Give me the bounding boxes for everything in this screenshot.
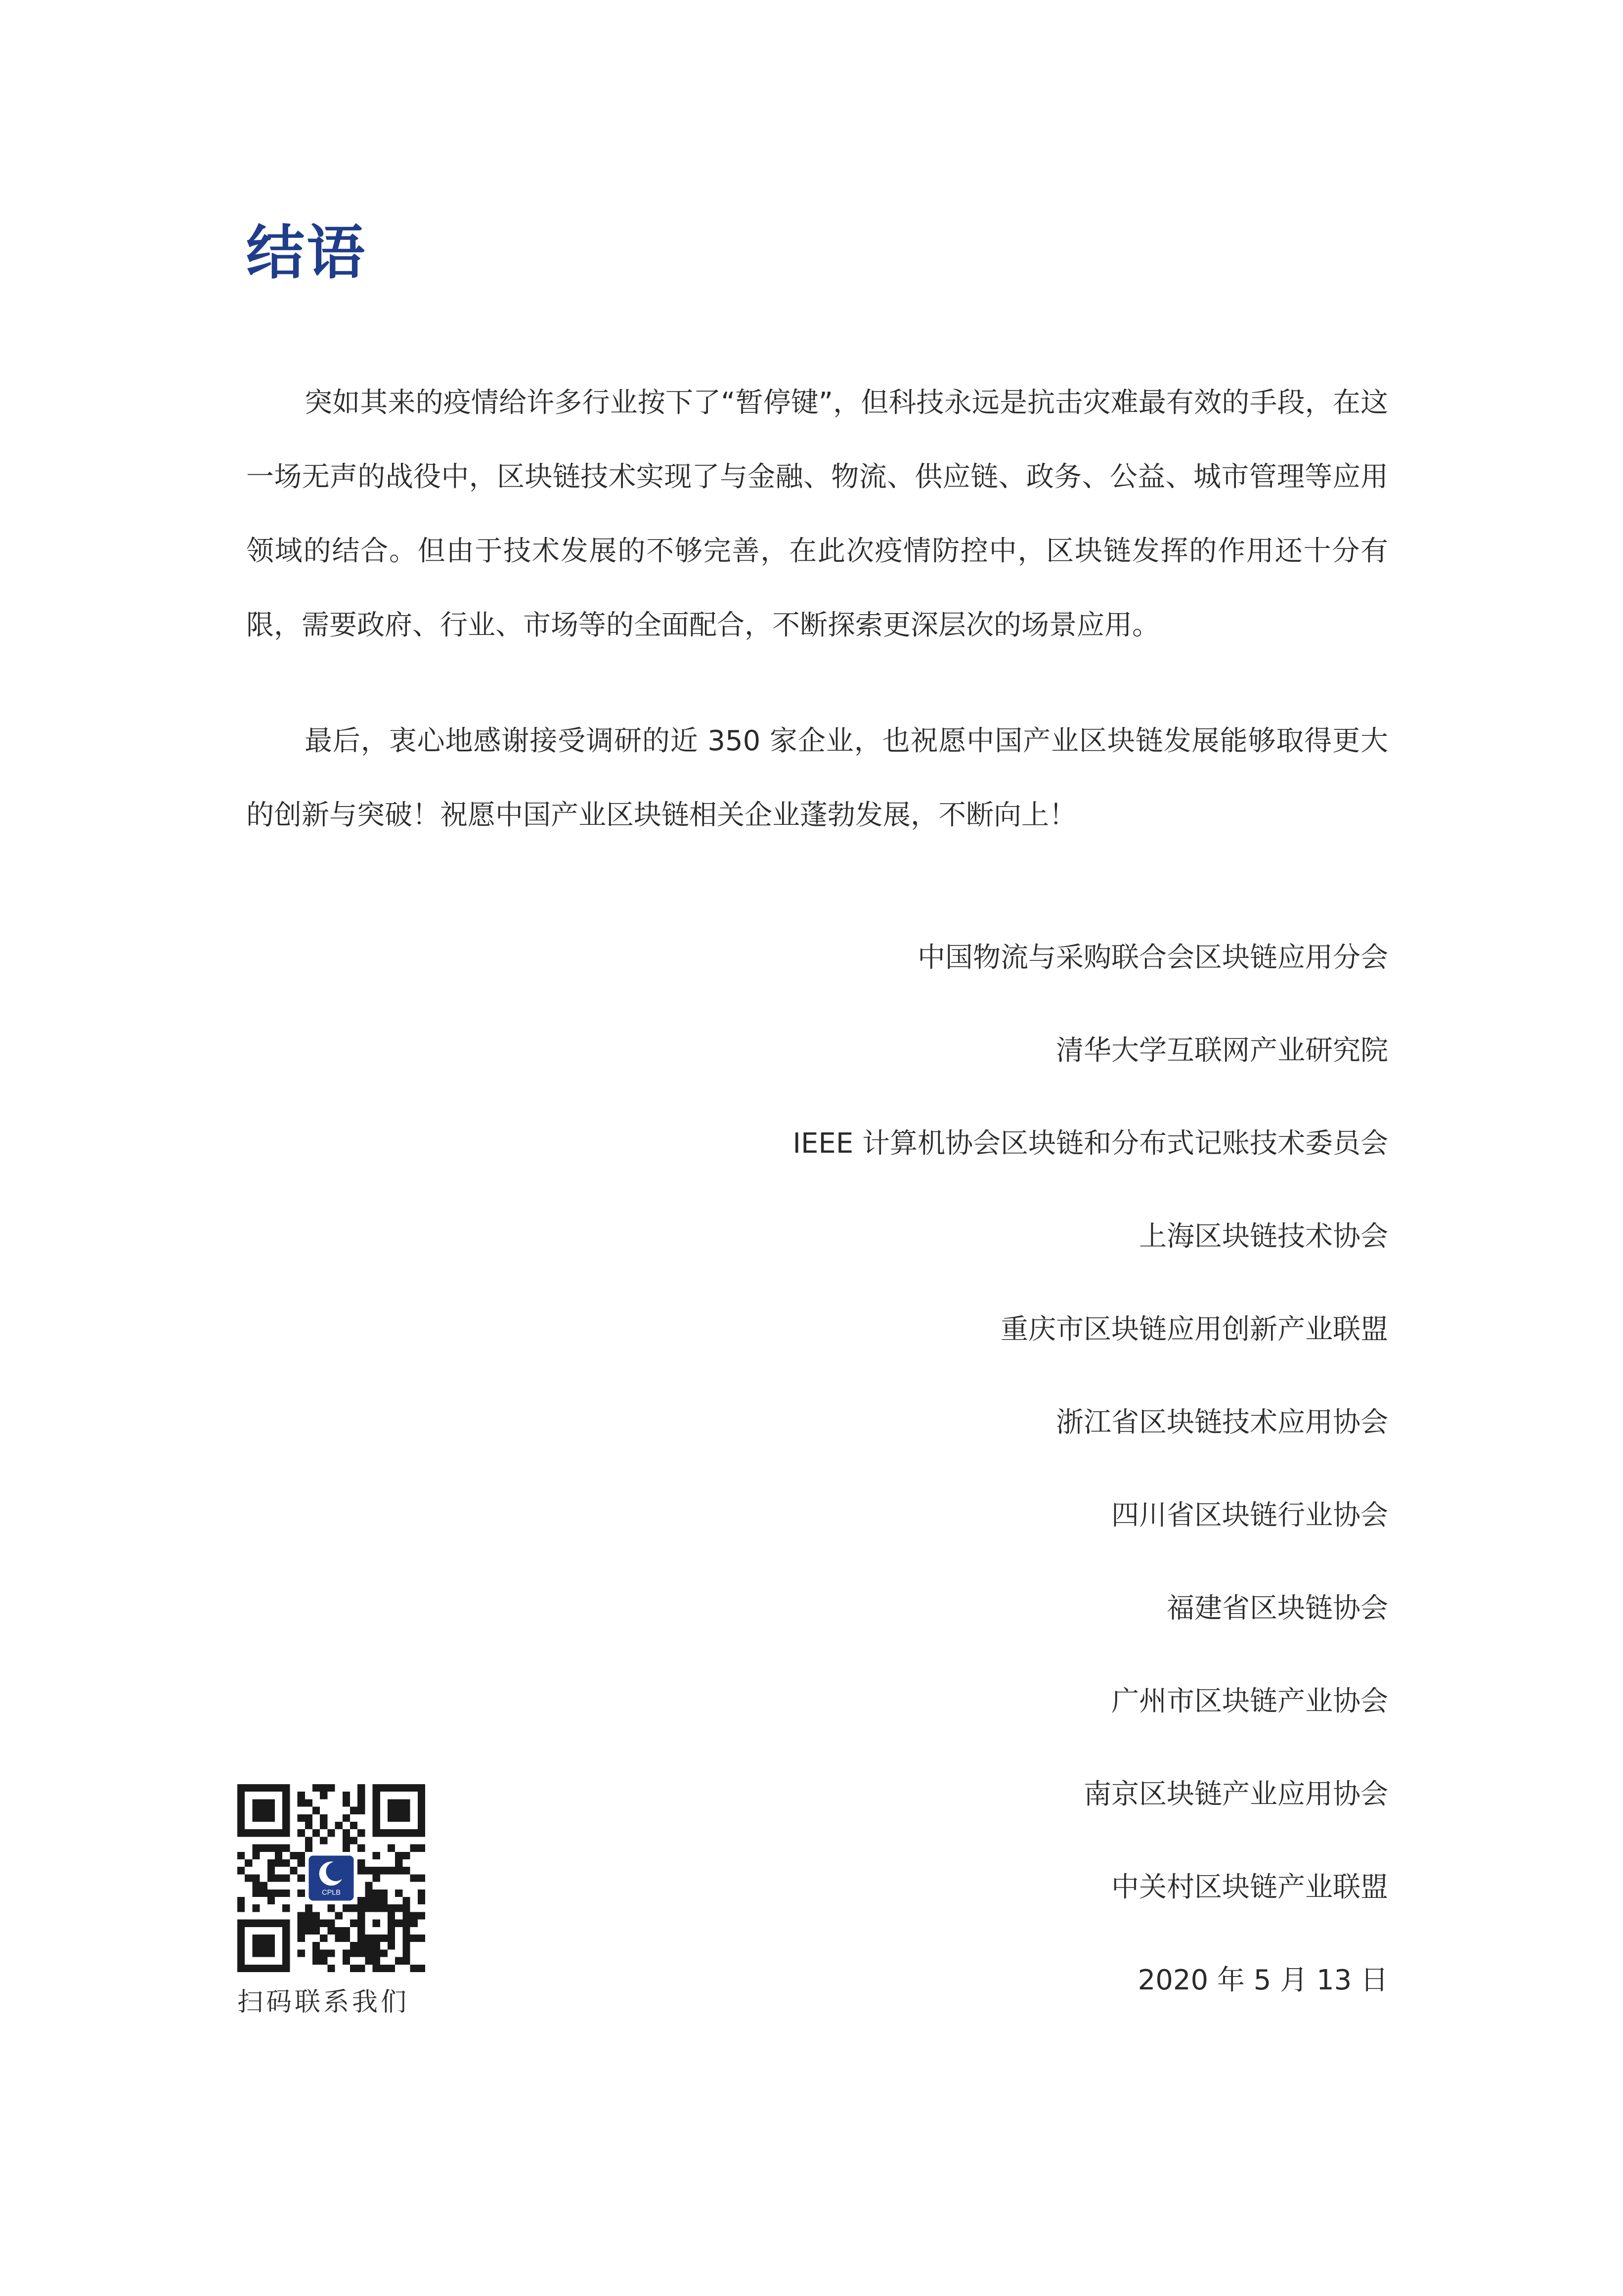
signatory-6: 浙江省区块链技术应用协会 xyxy=(1056,1406,1388,1439)
qr-module xyxy=(402,1927,410,1935)
qr-module xyxy=(312,1807,320,1814)
qr-module xyxy=(327,1965,335,1972)
qr-module xyxy=(418,1965,425,1972)
qr-module xyxy=(252,1882,260,1890)
qr-module xyxy=(357,1897,365,1904)
qr-module xyxy=(380,1890,388,1897)
qr-module xyxy=(410,1935,418,1942)
qr-module xyxy=(410,1845,418,1852)
page-title: 结语 xyxy=(246,219,367,287)
qr-module xyxy=(357,1867,365,1874)
qr-module xyxy=(343,1845,350,1852)
qr-module xyxy=(267,1897,275,1904)
qr-module xyxy=(305,1822,312,1829)
qr-module xyxy=(252,1904,260,1912)
qr-module xyxy=(418,1845,425,1852)
qr-module xyxy=(395,1859,402,1867)
signatory-9: 广州市区块链产业协会 xyxy=(1111,1685,1388,1717)
qr-module xyxy=(373,1965,380,1972)
qr-module xyxy=(388,1845,395,1852)
qr-module xyxy=(282,1874,290,1882)
qr-module xyxy=(373,1949,380,1957)
qr-module xyxy=(410,1965,418,1972)
qr-module xyxy=(312,1829,320,1837)
qr-module xyxy=(327,1920,335,1927)
qr-module xyxy=(290,1867,297,1874)
qr-module xyxy=(275,1890,282,1897)
qr-module xyxy=(402,1912,410,1919)
qr-module xyxy=(343,1799,350,1806)
qr-module xyxy=(320,1784,327,1792)
qr-module xyxy=(298,1890,305,1897)
qr-module xyxy=(298,1829,305,1837)
qr-module xyxy=(373,1874,380,1882)
qr-module xyxy=(395,1904,402,1912)
qr-module xyxy=(388,1942,395,1949)
qr-module xyxy=(357,1829,365,1837)
qr-module xyxy=(320,1822,327,1829)
qr-module xyxy=(395,1920,402,1927)
qr-module xyxy=(418,1890,425,1897)
qr-module xyxy=(260,1882,267,1890)
qr-module xyxy=(418,1897,425,1904)
qr-module xyxy=(298,1799,305,1806)
qr-module xyxy=(267,1859,275,1867)
signatory-1: 中国物流与采购联合会区块链应用分会 xyxy=(918,942,1388,974)
qr-module xyxy=(245,1874,252,1882)
qr-module xyxy=(267,1845,275,1852)
qr-module xyxy=(305,1912,312,1919)
qr-module xyxy=(260,1890,267,1897)
signatory-5: 重庆市区块链应用创新产业联盟 xyxy=(1001,1313,1388,1346)
qr-module xyxy=(335,1935,343,1942)
qr-module xyxy=(335,1822,343,1829)
qr-module xyxy=(320,1957,327,1965)
qr-module xyxy=(365,1867,372,1874)
qr-module xyxy=(252,1852,260,1859)
qr-module xyxy=(252,1874,260,1882)
qr-module xyxy=(320,1949,327,1957)
qr-module xyxy=(327,1949,335,1957)
qr-module xyxy=(402,1897,410,1904)
qr-module xyxy=(343,1957,350,1965)
signatory-2: 清华大学互联网产业研究院 xyxy=(1056,1035,1388,1067)
qr-module xyxy=(312,1949,320,1957)
signatory-11: 中关村区块链产业联盟 xyxy=(1111,1871,1388,1903)
qr-module xyxy=(350,1949,357,1957)
qr-module xyxy=(320,1814,327,1822)
qr-module xyxy=(237,1867,245,1874)
qr-module xyxy=(282,1890,290,1897)
qr-module xyxy=(402,1949,410,1957)
qr-module xyxy=(373,1867,380,1874)
qr-module xyxy=(260,1845,267,1852)
qr-module xyxy=(343,1949,350,1957)
qr-module xyxy=(298,1927,305,1935)
qr-module xyxy=(343,1837,350,1844)
qr-module xyxy=(380,1949,388,1957)
qr-module xyxy=(343,1829,350,1837)
signatory-10: 南京区块链产业应用协会 xyxy=(1084,1778,1388,1810)
qr-module xyxy=(402,1904,410,1912)
qr-module xyxy=(343,1904,350,1912)
qr-module xyxy=(252,1890,260,1897)
qr-module xyxy=(373,1897,380,1904)
qr-module xyxy=(343,1935,350,1942)
qr-code-icon[interactable] xyxy=(237,1784,425,1972)
qr-module xyxy=(327,1829,335,1837)
signatory-list xyxy=(793,911,1388,2027)
signatory-7: 四川省区块链行业协会 xyxy=(1111,1499,1388,1531)
qr-module xyxy=(350,1822,357,1829)
qr-module xyxy=(312,1784,320,1792)
qr-module xyxy=(402,1867,410,1874)
qr-module xyxy=(320,1920,327,1927)
qr-module xyxy=(298,1859,305,1867)
qr-module xyxy=(343,1814,350,1822)
qr-module xyxy=(298,1912,305,1919)
qr-module xyxy=(320,1935,327,1942)
qr-module xyxy=(327,1784,335,1792)
qr-module xyxy=(252,1845,260,1852)
qr-module xyxy=(365,1897,372,1904)
qr-module xyxy=(237,1897,245,1904)
qr-module xyxy=(365,1882,372,1890)
signatory-8: 福建省区块链协会 xyxy=(1167,1592,1388,1624)
qr-module xyxy=(357,1949,365,1957)
qr-module xyxy=(380,1965,388,1972)
svg-text:CPLB xyxy=(322,1889,341,1896)
qr-module xyxy=(305,1837,312,1844)
qr-module xyxy=(373,1942,380,1949)
conclusion-paragraph-2: 最后，衷心地感谢接受调研的近 350 家企业，也祝愿中国产业区块链发展能够取得更大的创新与突破！祝愿中国产业区块链相关企业蓬勃发展，不断向上！ xyxy=(246,725,1388,831)
cplb-logo-icon xyxy=(305,1852,357,1904)
qr-module xyxy=(395,1890,402,1897)
qr-module xyxy=(312,1912,320,1919)
qr-module xyxy=(267,1874,275,1882)
qr-module xyxy=(343,1927,350,1935)
qr-module xyxy=(380,1897,388,1904)
qr-module xyxy=(275,1845,282,1852)
qr-module xyxy=(275,1859,282,1867)
qr-module xyxy=(350,1904,357,1912)
qr-module xyxy=(312,1920,320,1927)
qr-module xyxy=(418,1912,425,1919)
qr-module xyxy=(312,1927,320,1935)
qr-module xyxy=(418,1935,425,1942)
qr-module xyxy=(402,1942,410,1949)
qr-module xyxy=(350,1965,357,1972)
qr-module xyxy=(305,1920,312,1927)
qr-module xyxy=(282,1859,290,1867)
qr-module xyxy=(402,1957,410,1965)
qr-module xyxy=(350,1920,357,1927)
document-date: 2020 年 5 月 13 日 xyxy=(1138,1964,1388,1996)
qr-module xyxy=(305,1927,312,1935)
qr-module xyxy=(402,1852,410,1859)
qr-module xyxy=(275,1852,282,1859)
qr-module xyxy=(267,1890,275,1897)
qr-module xyxy=(343,1792,350,1799)
qr-module xyxy=(298,1874,305,1882)
qr-module xyxy=(365,1890,372,1897)
qr-module xyxy=(298,1920,305,1927)
qr-module xyxy=(365,1942,372,1949)
signatory-4: 上海区块链技术协会 xyxy=(1139,1220,1388,1253)
qr-module xyxy=(282,1904,290,1912)
qr-module xyxy=(357,1807,365,1814)
qr-module xyxy=(237,1852,245,1859)
qr-module xyxy=(418,1874,425,1882)
qr-module xyxy=(350,1807,357,1814)
qr-module xyxy=(357,1784,365,1792)
qr-module xyxy=(402,1920,410,1927)
qr-module xyxy=(410,1912,418,1919)
qr-module xyxy=(245,1859,252,1867)
qr-module xyxy=(320,1837,327,1844)
qr-module xyxy=(388,1965,395,1972)
qr-module xyxy=(335,1912,343,1919)
qr-module xyxy=(357,1859,365,1867)
qr-module xyxy=(305,1845,312,1852)
qr-module xyxy=(237,1904,245,1912)
qr-module xyxy=(410,1920,418,1927)
qr-module xyxy=(402,1935,410,1942)
qr-module xyxy=(395,1867,402,1874)
qr-contact-block xyxy=(237,1784,425,2018)
qr-module xyxy=(380,1867,388,1874)
qr-module xyxy=(290,1852,297,1859)
qr-module xyxy=(335,1927,343,1935)
qr-module xyxy=(298,1792,305,1799)
qr-module xyxy=(365,1957,372,1965)
qr-module xyxy=(357,1845,365,1852)
qr-module xyxy=(357,1965,365,1972)
qr-module xyxy=(305,1799,312,1806)
qr-module xyxy=(312,1942,320,1949)
qr-module xyxy=(298,1949,305,1957)
qr-module xyxy=(298,1935,305,1942)
qr-module xyxy=(320,1792,327,1799)
qr-caption: 扫码联系我们 xyxy=(237,1987,410,2017)
qr-module xyxy=(282,1845,290,1852)
qr-module xyxy=(305,1904,312,1912)
qr-module xyxy=(357,1792,365,1799)
qr-module xyxy=(410,1874,418,1882)
qr-module xyxy=(388,1867,395,1874)
qr-module xyxy=(373,1957,380,1965)
qr-module xyxy=(275,1874,282,1882)
qr-module xyxy=(373,1852,380,1859)
qr-module xyxy=(267,1867,275,1874)
qr-module xyxy=(350,1942,357,1949)
qr-module xyxy=(327,1927,335,1935)
conclusion-paragraph-1: 突如其来的疫情给许多行业按下了“暂停键”，但科技永远是抗击灾难最有效的手段，在这一场无声的战役中，区块链技术实现了与金融、物流、供应链、政务、公益、城市管理等应用领域的结合。但由于技术发展的不够完善，在此次疫情防控中，区块链发挥的作用还十分有限，需要政府、行业、市场等的全面配合，不断探索更深层次的场景应用。 xyxy=(246,387,1388,641)
qr-module xyxy=(357,1799,365,1806)
qr-module xyxy=(312,1957,320,1965)
qr-module xyxy=(395,1852,402,1859)
qr-module xyxy=(365,1949,372,1957)
qr-module xyxy=(357,1942,365,1949)
qr-module xyxy=(350,1837,357,1844)
qr-module xyxy=(298,1852,305,1859)
signatory-3: IEEE 计算机协会区块链和分布式记账技术委员会 xyxy=(792,1127,1388,1160)
qr-module xyxy=(298,1814,305,1822)
qr-module xyxy=(305,1814,312,1822)
qr-module xyxy=(395,1957,402,1965)
qr-module xyxy=(373,1890,380,1897)
qr-module xyxy=(327,1904,335,1912)
